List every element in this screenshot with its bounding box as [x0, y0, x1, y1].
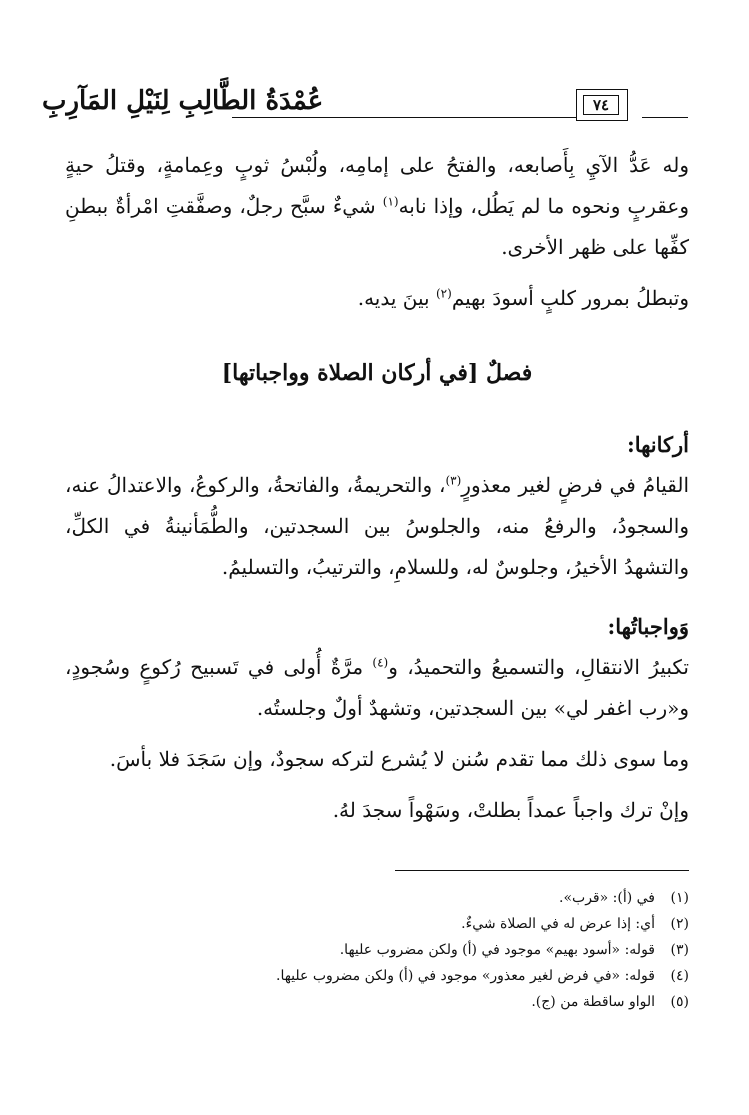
paragraph: وله عَدُّ الآيِ بِأَصابعه، والفتحُ على إمامِه، ولُبْسُ ثوبٍ وعِمامةٍ، وقتلُ حيةٍ وعقربٍ ونحوه ما لم يَطُل، وإذا نابه$^{(١)}$ شيءٌ سبَّح رجلٌ، وصفَّقتِ امْرأةٌ ببطنِ كفِّها على ظهر الأخرى.	[65, 153, 690, 259]
subheading-wajibat: وَواجباتُها:	[607, 614, 689, 639]
footnote-rule	[395, 870, 689, 871]
paragraph: وإنْ ترك واجباً عمداً بطلتْ، وسَهْواً سجدَ لهُ.	[332, 798, 689, 822]
footnote: (١)في (أ): «قرب».	[559, 890, 689, 906]
section-title: فصلٌ [في أركان الصلاة وواجباتها]	[221, 360, 533, 386]
header-rule	[232, 117, 576, 118]
footnote-ref: (٢)	[435, 286, 452, 301]
footnote: (٤)قوله: «في فرض لغير معذور» موجود في (أ) ولكن مضروب عليها.	[276, 968, 689, 984]
page-number-frame	[576, 89, 628, 121]
footnote-ref: (٤)	[372, 655, 389, 670]
paragraph: وتبطلُ بمرور كلبٍ أسودَ بهيم$^{(٢)}$ بينَ يديه.	[357, 286, 689, 310]
header-rule-right	[642, 117, 688, 118]
subheading-arkan: أركانها:	[626, 432, 689, 457]
footnote: (٢)أي: إذا عرض له في الصلاة شيءٌ.	[461, 916, 689, 932]
page-number: ٧٤	[583, 95, 619, 115]
paragraph: تكبيرُ الانتقالِ، والتسميعُ والتحميدُ، و$^{(٤)}$ مرَّةٌ أُولى في تَسبيح رُكوعٍ وسُجودٍ، و«رب اغفر لي» بين السجدتين، وتشهدٌ أولٌ وجلستُه.	[65, 655, 689, 720]
footnote-ref: (١)	[382, 194, 399, 209]
footnote-ref: (٣)	[445, 473, 462, 488]
book-title: عُمْدَةُ الطَّالِبِ لِنَيْلِ المَآرِبِ	[42, 86, 324, 116]
footnote: (٣)قوله: «أسود بهيم» موجود في (أ) ولكن مضروب عليها.	[339, 942, 689, 958]
running-header	[40, 84, 690, 130]
footnote: (٥)الواو ساقطة من (ج).	[531, 994, 689, 1010]
paragraph: وما سوى ذلك مما تقدم سُنن لا يُشرع لتركه سجودٌ، وإن سَجَدَ فلا بأسَ.	[109, 747, 689, 771]
main-text	[65, 145, 689, 831]
paragraph: القيامُ في فرضٍ لغير معذورٍ$^{(٣)}$، والتحريمةُ، والفاتحةُ، والركوعُ، والاعتدالُ عنه، والسجودُ، والرفعُ منه، والجلوسُ بين السجدتين، والطُّمَأنينةُ في الكلِّ، والتشهدُ الأخيرُ، وجلوسٌ له، وللسلامِ، والترتيبُ، والتسليمُ.	[65, 473, 690, 579]
footnotes	[65, 870, 689, 1015]
